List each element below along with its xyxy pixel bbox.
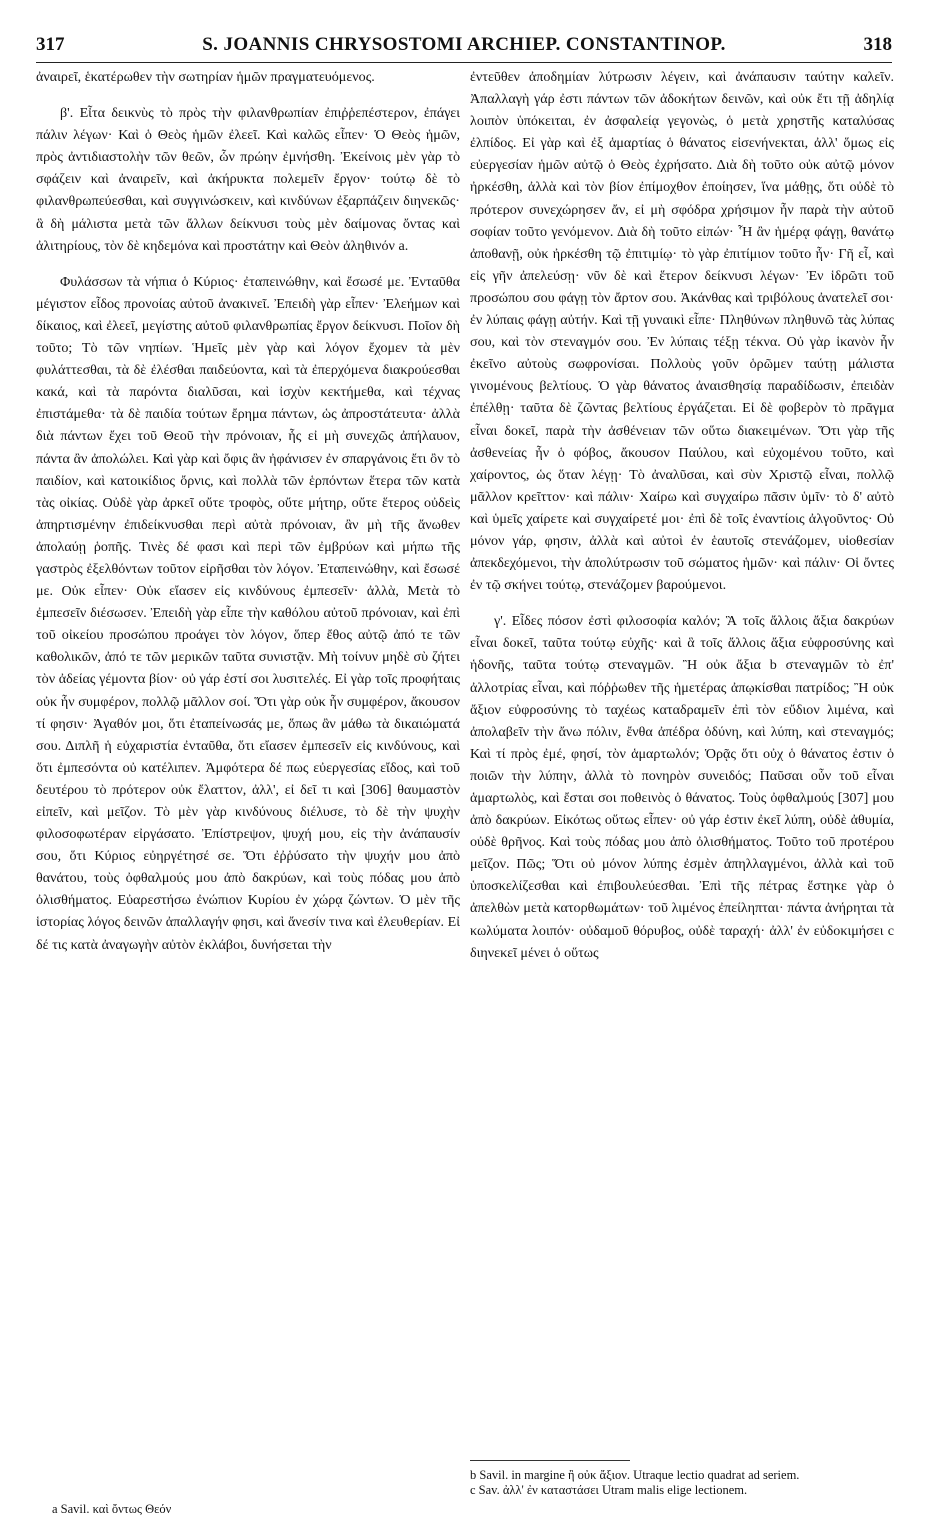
- paragraph: ἐντεῦθεν ἀποδημίαν λύτρωσιν λέγειν, καὶ ἀνάπαυσιν ταύτην καλεῖν. Ἀπαλλαγὴ γάρ ἐστι πάντων τῶν ἀδοκήτων δεινῶν, καὶ οὐκ ἔτι τῇ ἀδηλίᾳ λοιπὸν ὑπόκειται, ἐν ἀσφαλείᾳ γεγονὼς, ὁ μετὰ χρηστῆς καταλύσας ἐλπίδος. Εἰ γὰρ καὶ ἐξ ἁμαρτίας ὁ θάνατος εἰσενήνεκται, ἀλλ' ὅμως εἰς εὐεργεσίαν ἡμῶν αὐτῷ ὁ Θεὸς ἐχρήσατο. Διὰ δὴ τοῦτο οὐκ αὐτῷ μόνον ἠρκέσθη, ἀλλὰ καὶ τὸν βίον ἐπίμοχθον ἐποίησεν, ἵνα μάθῃς, ὅτι οὐδὲ τὸ πρότερον συνεχώρησεν ἄν, εἰ μὴ σφόδρα χρήσιμον ἦν παρὰ τὴν αὐτοῦ σοφίαν τοῦτο γενόμενον. Διὰ δὴ τοῦτο εἰπών· Ἧ ἂν ἡμέρᾳ φάγῃ, θανάτῳ ἀποθανῇ, οὐκ ἠρκέσθη τῷ ἐπιτιμίῳ· τὸ γὰρ ἐπιτίμιον τοῦτο ἦν· Γῆ εἶ, καὶ εἰς γῆν ἀπελεύσῃ· νῦν δὲ καὶ ἕτερον δείκνυσι λέγων· Ἐν ἱδρῶτι τοῦ προσώπου σου φάγῃ τὸν ἄρτον σου. Ἀκάνθας καὶ τριβόλους ἀνατελεῖ σοι· ἐν λύπαις φάγῃ αὐτήν. Καὶ τῇ γυναικὶ εἶπε· Πληθύνων πληθυνῶ τὰς λύπας σου, καὶ τὸν στεναγμόν σου. Ἐν λύπαις τέξῃ τέκνα. Οὐ γὰρ ἱκανὸν ἦν ἐκεῖνο αὐτοὺς σωφρονίσαι. Πολλοὺς γοῦν ὁρῶμεν ταύτῃ μάλιστα γινομένους βελτίους. Ὁ γὰρ θάνατος ἀναισθησίᾳ παραδίδωσιν, ἐπειδὰν ἐπέλθῃ· ταῦτα δὲ ζῶντας βελτίους ἐργάζεται. Εἰ δὲ φοβερὸν τὸ πρᾶγμα εἶναι δοκεῖ, παρὰ τὴν ἀσθένειαν τῶν οὕτω διακειμένων. Ὅτι γὰρ τῆς ἀσθενείας ἦν ὁ φόβος, ἄκουσον Παύλου, καὶ εὐχομένου τοῦτο, καὶ χαίροντος, ὡς ὅταν λέγῃ· Τὸ ἀναλῦσαι, καὶ σὺν Χριστῷ εἶναι, πολλῷ μᾶλλον κρεῖττον· καὶ πάλιν· Χαίρω καὶ συγχαίρω πᾶσιν ὑμῖν· τὸ δ' αὐτὸ καὶ ὑμεῖς χαίρετε καὶ συγχαίρετέ μοι· ἐπὶ δὲ τοῖς ἐναντίοις ἀλγοῦντος· Οὐ μόνον γάρ, φησιν, ἀλλὰ καὶ αὐτοὶ ἐν ἑαυτοῖς στενάζομεν, υἱοθεσίαν ἀπεκδεχόμενοι, τὴν ἀπολύτρωσιν τοῦ σώματος ἡμῶν· καὶ πάλιν· Οἱ ὄντες ἐν τῷ σκήνει τούτῳ, στενάζομεν βαρούμενοι.: [470, 69, 894, 594]
- paragraph: ἀναιρεῖ, ἑκατέρωθεν τὴν σωτηρίαν ἡμῶν πραγματευόμενος.: [36, 69, 375, 85]
- right-column: [470, 66, 894, 964]
- paragraph: Φυλάσσων τὰ νήπια ὁ Κύριος· ἐταπεινώθην, καὶ ἔσωσέ με. Ἐνταῦθα μέγιστον εἶδος προνοίας αὐτοῦ ἀνακινεῖ. Ἐπειδὴ γὰρ εἶπεν· Ἐλεήμων καὶ δίκαιος, καὶ ἐλεεῖ, μεγίστης αὐτοῦ φιλανθρωπίας ἔργον δείκνυσι. Ποῖον δὴ τοῦτο; Τὸ τῶν νηπίων. Ἡμεῖς μὲν γὰρ καὶ λόγον ἔχομεν τὰ μὲν φυλάττεσθαι, τὰ δὲ ἐλέσθαι παιδεύοντα, καὶ τὰ ἐπερχόμενα διακρούεσθαι κακά, καὶ τὰ παρόντα διαλῦσαι, καὶ ἰσχὺν κεκτήμεθα, καὶ τέχνας ἐπιστάμεθα· τὰ δὲ παιδία τούτων ἔρημα πάντων, ὡς ἀπροστάτευτα· ἀλλὰ διὰ πάντων ἔχει τοῦ Θεοῦ τὴν πρόνοιαν, ἧς εἰ μὴ συνεχῶς ἀπήλαυον, πάντα ἂν ἀπολώλει. Καὶ γὰρ καὶ ὄφις ἂν ἠφάνισεν ἐν σπαργάνοις ἔτι ὂν τὸ παιδίον, καὶ κατοικίδιος ὄρνις, καὶ πολλὰ τῶν ἑρπόντων ἕτερα τῶν κατὰ τὰς οἰκίας. Οὐδὲ γὰρ ἀρκεῖ οὔτε τροφὸς, οὔτε μήτηρ, οὔτε ἕτερος οὐδεὶς ἀπηρτισμένην ἐπιδείκνυσθαι περὶ αὐτὰ πρόνοιαν, ἂν μὴ τῆς ἄνωθεν ἀπολαύῃ ῥοπῆς. Τινὲς δέ φασι καὶ περὶ τῶν ἐμβρύων καὶ μήπω τῆς γαστρὸς ἐξελθόντων τοῦτον εἰρῆσθαι τὸν λόγον. Ἐταπεινώθην, καὶ ἔσωσέ με. Οὐκ εἶπεν· Οὐκ εἴασεν εἰς κινδύνους ἐμπεσεῖν· ἀλλὰ, Μετὰ τὸ ἐμπεσεῖν διέσωσεν. Ἐπειδὴ γὰρ εἶπε τὴν καθόλου αὐτοῦ πρόνοιαν, καὶ ἐπὶ τοῦ οἰκείου προσώπου προάγει τὸν λόγον, ὅπερ ἔθος αὐτῷ ἀπό τε τῶν καθολικῶν, ἀπό τε τῶν μερικῶν ταῦτα συνιστᾷν. Μὴ τοίνυν μηδὲ σὺ ζήτει τὸν ἀδείας γέμοντα βίον· οὐ γάρ ἐστί σοι λυσιτελές. Εἰ γὰρ τοῖς προφήταις οὐκ ἦν συμφέρον, πολλῷ μᾶλλον σοί. Ὅτι γὰρ οὐκ ἦν συμφέρον, ἄκουσον τί φησιν· Ἀγαθόν μοι, ὅτι ἐταπείνωσάς με, ὅπως ἂν μάθω τὰ δικαιώματά σου. Διπλῆ ἡ εὐχαριστία ἐνταῦθα, ὅτι εἴασεν ἐμπεσεῖν εἰς κινδύνους, καὶ ὅτι ἐμπεσόντα οὐ κατέλιπεν. Ἀμφότερα δέ πως εὐεργεσίας εἴδος, καὶ τοῦ δευτέρου τὸ πρότερον οὐκ ἔλαττον, ἀλλ', εἰ δεῖ τι καὶ [306] θαυμαστὸν εἰπεῖν, καὶ μεῖζον. Τὸ μὲν γὰρ κινδύνους διέλυσε, τὸ δὲ τὴν ψυχὴν φιλοσοφωτέραν εἰργάσατο. Ἐπίστρεψον, ψυχή μου, εἰς τὴν ἀνάπαυσίν σου, ὅτι Κύριος εὐηργέτησέ σε. Ὅτι ἐῤῥύσατο τὴν ψυχήν μου ἀπὸ θανάτου, τοὺς ὀφθαλμούς μου ἀπὸ δακρύων, καὶ τοὺς πόδας μου ἀπὸ ὀλισθήματος. Εὐαρεστήσω ἐνώπιον Κυρίου ἐν χώρᾳ ζώντων. Ὁ μὲν τῆς ἱστορίας λόγος δεινῶν ἀπαλλαγήν φησι, καὶ ἄνεσίν τινα καὶ ἐλευθερίαν. Εἰ δέ τις κατὰ ἀναγωγὴν αὐτὸν ἐκλάβοι, δυνήσεται τὴν: [36, 273, 460, 953]
- page-number-right: 318: [863, 34, 892, 55]
- left-column: [36, 66, 460, 956]
- footnote-rule: [470, 1460, 630, 1461]
- header-rule: [36, 62, 892, 63]
- footnotes-right: [470, 1468, 894, 1498]
- paragraph: β'. Εἶτα δεικνὺς τὸ πρὸς τὴν φιλανθρωπίαν ἐπιῤῥεπέστερον, ἐπάγει πάλιν λέγων· Καὶ ὁ Θεὸς ἡμῶν ἐλεεῖ. Καὶ καλῶς εἶπεν· Ὁ Θεὸς ἡμῶν, πρὸς ἀντιδιαστολὴν τῶν θεῶν, ὧν πρώην ἐμνήσθη. Ἐκείνοις μὲν γὰρ τὸ σφάζειν καὶ ἀναιρεῖν, καὶ ἀκήρυκτα πολεμεῖν ἔργον· τούτῳ δὲ τὸ φιλανθρωπεύεσθαι, καὶ συγγινώσκειν, καὶ κινδύνων ἐξαρπάζειν διηνεκῶς· ἃ δὴ μάλιστα μετὰ τῶν ἄλλων δείκνυσι τοὺς μὲν δαίμονας ὄντας καὶ ἀλιτηρίους, τὸν δὲ κηδεμόνα καὶ προστάτην καὶ Θεὸν ἀληθινόν a.: [36, 105, 460, 254]
- running-header: [36, 34, 892, 58]
- footnote-b: b Savil. in margine ἢ οὐκ ἄξιον. Utraque lectio quadrat ad seriem.: [470, 1468, 800, 1482]
- footnote-a: a Savil. καὶ ὄντως Θεόν: [52, 1502, 172, 1516]
- running-title: S. JOANNIS CHRYSOSTOMI ARCHIEP. CONSTANTINOP.: [202, 34, 726, 55]
- footnote-c: c Sav. ἀλλ' ἐν καταστάσει Utram malis elige lectionem.: [470, 1483, 748, 1497]
- page-number-left: 317: [36, 34, 65, 55]
- paragraph: γ'. Εἶδες πόσον ἐστὶ φιλοσοφία καλόν; Ἃ τοῖς ἄλλοις ἄξια δακρύων εἶναι δοκεῖ, ταῦτα τούτῳ εὐχῆς· καὶ ἃ τοῖς ἄλλοις ἄξια εὐφροσύνης καὶ ἡδονῆς, ταῦτα τούτῳ στεναγμῶν. Ἢ οὐκ ἄξια b στεναγμῶν τὸ ἐπ' ἀλλοτρίας εἶναι, καὶ πόῤῥωθεν τῆς ἡμετέρας ἀπῳκίσθαι πατρίδος; Ἢ οὐκ ἄξιον εὐφροσύνης τὸ ταχέως καταδραμεῖν ἐπὶ τὸν εὔδιον λιμένα, καὶ ἀπολαβεῖν τὴν ἄνω πόλιν, ἔνθα ἀπέδρα ὀδύνη, καὶ λύπη, καὶ στεναγμός; Καὶ τί πρὸς ἐμέ, φησί, τὸν ἁμαρτωλόν; Ὁρᾷς ὅτι οὐχ ὁ θάνατος ἐστιν ὁ ποιῶν τὴν λύπην, ἀλλὰ τὸ πονηρὸν συνειδός; Παῦσαι οὖν τοῦ εἶναι ἁμαρτωλὸς, καὶ ἔσται σοι ποθεινὸς ὁ θάνατος. Τοὺς ὀφθαλμούς [307] μου ἀπὸ δακρύων. Εἰκότως οὕτως εἶπεν· οὐ γάρ ἐστιν ἐκεῖ λύπη, οὐδὲ ἀθυμία, οὐδὲ θρῆνος. Καὶ τοὺς πόδας μου ἀπὸ ὀλισθήματος. Τοῦτο τοῦ προτέρου μεῖζον. Πῶς; Ὅτι οὐ μόνον λύπης ἐσμὲν ἀπηλλαγμένοι, ἀλλὰ καὶ τοῦ ὑποσκελίζεσθαι καὶ ἐπιβουλεύεσθαι. Ἐπὶ τῆς πέτρας ἕστηκε γὰρ ὁ ἀπελθὼν μετὰ κατορθωμάτων· τοῦ λιμένος ἐπείληπται· πάντα ἀνήρηται τὰ κωλύματα λοιπόν· οὐδαμοῦ θόρυβος, οὐδὲ ταραχή· ἀλλ' ἐν εὐδοκιμήσει c διηνεκεῖ μένει ὁ οὕτως: [470, 613, 894, 961]
